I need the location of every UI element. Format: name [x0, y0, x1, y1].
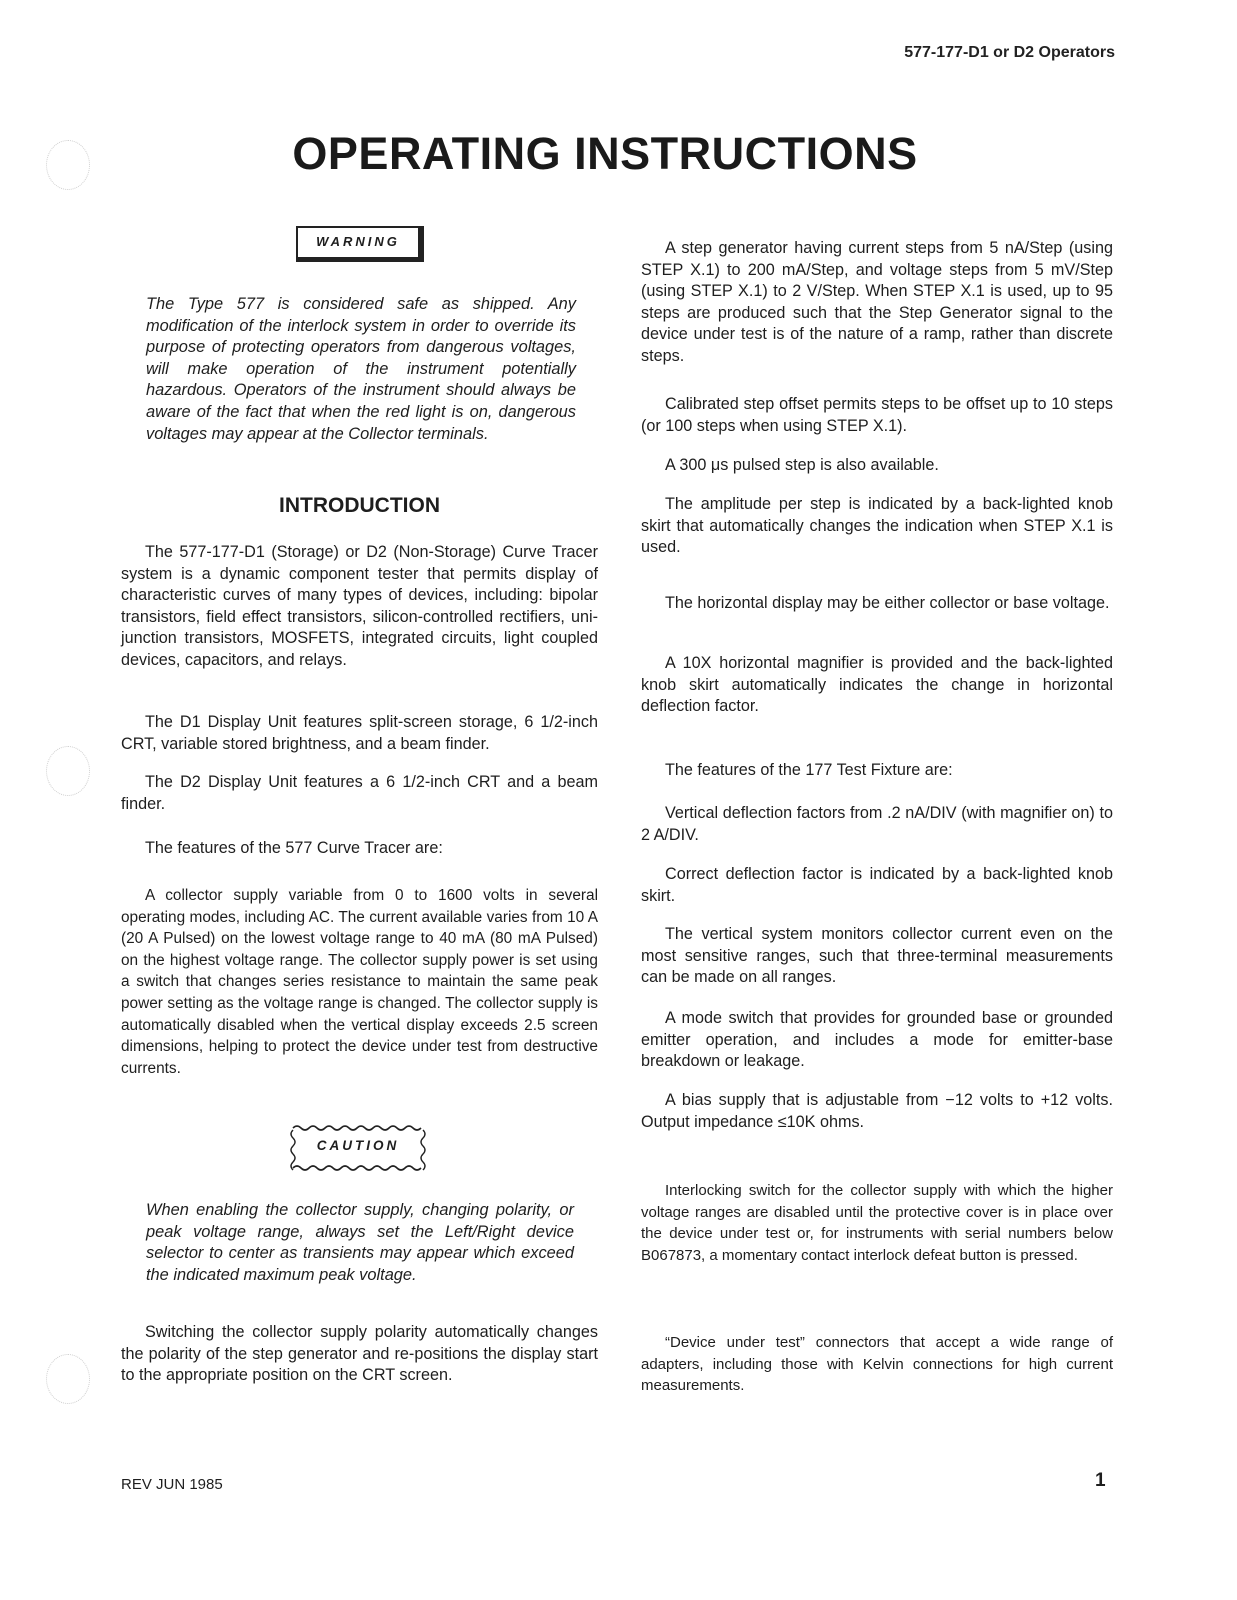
feature-paragraph: A 10X horizontal magnifier is provided and the back-lighted knob skirt automatically indicates the change in horizontal deflection factor. [641, 654, 1113, 716]
feature-paragraph: Vertical deflection factors from .2 nA/DIV (with magnifier on) to 2 A/DIV. [641, 804, 1113, 844]
feature-paragraph: Correct deflection factor is indicated by a back-lighted knob skirt. [641, 865, 1113, 905]
warning-text: The Type 577 is considered safe as shipped. Any modification of the interlock system in order to override its purpose of protecting operators from dangerous voltages, will make operation of the instrument potentially hazardous. Operators of the instrument should always be aware of the fact that when the red light is on, dangerous voltages may appear at the Collector terminals. [146, 295, 576, 443]
intro-paragraph: The features of the 577 Curve Tracer are: [145, 839, 443, 857]
page-title: OPERATING INSTRUCTIONS [292, 128, 918, 179]
caution-label: CAUTION [316, 1138, 400, 1153]
feature-paragraph: A 300 μs pulsed step is also available. [665, 456, 939, 474]
feature-paragraph: The features of the 177 Test Fixture are: [665, 761, 953, 779]
feature-paragraph: A step generator having current steps from 5 nA/Step (using STEP X.1) to 200 mA/Step, and voltage steps from 5 mV/Step (using STEP X.1) to 2 V/Step. When STEP X.1 is used, up to 95 steps are produced such that the Step Generator signal to the device under test is of the nature of a ramp, rather than discrete steps. [641, 239, 1113, 365]
feature-paragraph: The horizontal display may be either collector or base voltage. [665, 594, 1110, 612]
punch-hole-bottom [46, 1354, 90, 1404]
intro-paragraph: The 577-177-D1 (Storage) or D2 (Non-Storage) Curve Tracer system is a dynamic component tester that permits display of characteristic curves of many types of devices, including: bipolar transistors, field effect transistors, silicon-controlled rectifiers, uni-junction transistors, MOSFETS, integrated circuits, light coupled devices, capacitors, and relays. [121, 543, 598, 669]
intro-paragraph: The D1 Display Unit features split-screen storage, 6 1/2-inch CRT, variable stored brightness, and a beam finder. [121, 713, 598, 753]
feature-paragraph: Interlocking switch for the collector supply with which the higher voltage ranges are disabled until the protective cover is in place over the device under test or, for instruments with serial numbers below B067873, a momentary contact interlock defeat button is pressed. [641, 1182, 1113, 1264]
feature-paragraph: The amplitude per step is indicated by a back-lighted knob skirt that automatically changes the indication when STEP X.1 is used. [641, 495, 1113, 557]
introduction-heading: INTRODUCTION [279, 494, 440, 517]
collector-polarity-paragraph: Switching the collector supply polarity automatically changes the polarity of the step generator and re-positions the display start to the appropriate position on the CRT screen. [121, 1323, 598, 1385]
feature-paragraph: A mode switch that provides for grounded base or grounded emitter operation, and includes a mode for emitter-base breakdown or leakage. [641, 1009, 1113, 1071]
caution-label-box [287, 1122, 429, 1174]
feature-paragraph: Calibrated step offset permits steps to be offset up to 10 steps (or 100 steps when using STEP X.1). [641, 395, 1113, 435]
punch-hole-top [46, 140, 90, 190]
intro-paragraph: A collector supply variable from 0 to 1600 volts in several operating modes, including AC. The current available varies from 10 A (20 A Pulsed) on the lowest voltage range to 40 mA (80 mA Pulsed) on the highest voltage range. The collector supply power is set using a switch that changes series resistance to maintain the same peak power setting as the voltage range is changed. The collector supply is automatically disabled when the vertical display exceeds 2.5 screen dimensions, helping to protect the device under test from destructive currents. [121, 887, 598, 1077]
page-header: 577-177-D1 or D2 Operators [904, 44, 1115, 61]
intro-paragraph: The D2 Display Unit features a 6 1/2-inch CRT and a beam finder. [121, 773, 598, 813]
warning-label: WARNING [316, 234, 400, 249]
page-number: 1 [1095, 1470, 1106, 1491]
warning-label-box [296, 226, 424, 262]
feature-paragraph: The vertical system monitors collector current even on the most sensitive ranges, such that three-terminal measurements can be made on all ranges. [641, 925, 1113, 987]
caution-text: When enabling the collector supply, changing polarity, or peak voltage range, always set the Left/Right device selector to center as transients may appear which exceed the indicated maximum peak voltage. [146, 1201, 574, 1284]
punch-hole-middle [46, 746, 90, 796]
revision-date: REV JUN 1985 [121, 1476, 223, 1493]
feature-paragraph: “Device under test” connectors that accept a wide range of adapters, including those with Kelvin connections for high current measurements. [641, 1334, 1113, 1395]
feature-paragraph: A bias supply that is adjustable from −12 volts to +12 volts. Output impedance ≤10K ohms. [641, 1091, 1113, 1131]
